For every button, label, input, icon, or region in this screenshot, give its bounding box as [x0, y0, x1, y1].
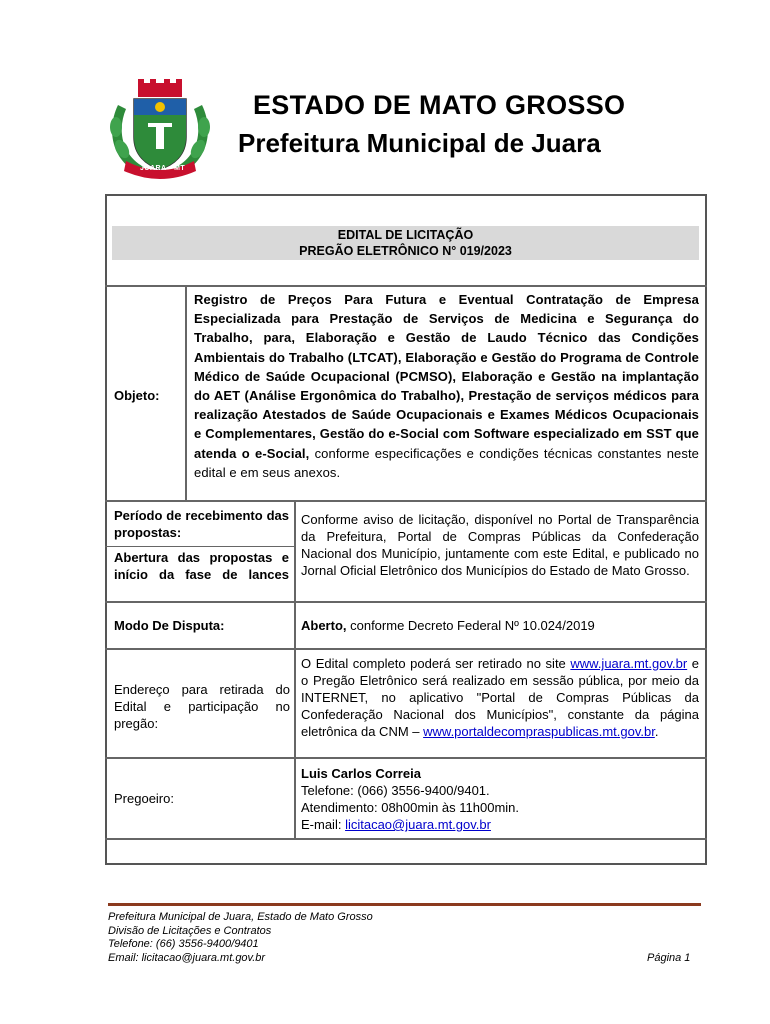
portal-compras-link[interactable]: www.portaldecompraspublicas.mt.gov.br — [423, 724, 655, 739]
juara-site-link[interactable]: www.juara.mt.gov.br — [570, 656, 688, 671]
edital-number: PREGÃO ELETRÔNICO N° 019/2023 — [299, 244, 512, 258]
footer-line-2: Divisão de Licitações e Contratos — [108, 924, 272, 937]
row-divider — [105, 500, 707, 502]
row-divider — [105, 757, 707, 759]
footer-info — [108, 911, 373, 965]
row-divider — [105, 648, 707, 650]
state-title: ESTADO DE MATO GROSSO — [253, 90, 626, 120]
objeto-label: Objeto: — [114, 388, 160, 403]
pregoeiro-email-line — [301, 816, 699, 833]
column-divider — [294, 501, 296, 838]
objeto-text — [194, 290, 699, 482]
abertura-propostas-label: Abertura das propostas e início da fase de lances — [114, 550, 289, 582]
pregoeiro-phone: Telefone: (066) 3556-9400/9401. — [301, 783, 490, 798]
pregoeiro-label: Pregoeiro: — [114, 791, 174, 806]
modo-disputa-rest: conforme Decreto Federal Nº 10.024/2019 — [346, 618, 595, 633]
row-divider — [105, 601, 707, 603]
periodo-recebimento-label: Período de recebimento das propostas: — [114, 508, 289, 540]
row-divider — [105, 546, 295, 547]
objeto-text-bold: Registro de Preços Para Futura e Eventual Contratação de Empresa Especializada para Prestação de Serviços de Medicina e Segurança do Trabalho, para, Elaboração e Gestão de Laudo Técnico das Condições Ambientais do Trabalho (LTCAT), Elaboração e Gestão do Programa de Controle Médico de Saúde Ocupacional (PCMSO), Elaboração e Gestão na implantação do AET (Análise Ergonômica do Trabalho), Prestação de serviços médicos para realização Atestados de Saúde Ocupacionais e Exames Médicos Ocupacionais e Complementares, Gestão do e-Social com Software especializado em SST que atenda o e-Social, — [194, 292, 699, 461]
periodo-text: Conforme aviso de licitação, disponível no Portal de Transparência da Prefeitura, Portal de Compras Públicas da Confederação Nacional dos Município, juntamente com este Edital, e publicado no Jornal Oficial Eletrônico dos Municípios do Estado de Mato Grosso. — [301, 512, 699, 578]
modo-disputa-bold: Aberto, — [301, 618, 347, 633]
pregoeiro-details — [301, 765, 699, 833]
municipality-title: Prefeitura Municipal de Juara — [238, 128, 601, 158]
row-divider — [105, 285, 707, 287]
footer-line-1: Prefeitura Municipal de Juara, Estado de Mato Grosso — [108, 911, 373, 923]
pregoeiro-hours: Atendimento: 08h00min às 11h00min. — [301, 800, 520, 815]
pregoeiro-name: Luis Carlos Correia — [301, 766, 421, 781]
footer-divider — [108, 903, 701, 906]
objeto-text-regular: conforme especificações e condições técnicas constantes neste edital e em seus anexos. — [194, 445, 699, 480]
pregoeiro-email-link[interactable]: licitacao@juara.mt.gov.br — [345, 817, 491, 832]
crest-banner-text: JUARA - MT — [140, 165, 186, 172]
page-number: Página 1 — [647, 952, 691, 964]
edital-title: EDITAL DE LICITAÇÃO — [337, 228, 474, 242]
endereco-text — [301, 655, 699, 740]
email-prefix: E-mail: — [301, 817, 346, 832]
column-divider — [185, 286, 187, 501]
footer-line-4: Email: licitacao@juara.mt.gov.br — [108, 951, 266, 964]
endereco-text-2: e o Pregão Eletrônico será realizado em sessão pública, por meio da INTERNET, no aplicativo "Portal de Compras Públicas da Confederação Nacional dos Municípios", constante da página eletrônica da CNM – — [301, 656, 699, 739]
endereco-text-3: . — [654, 724, 659, 739]
endereco-label: Endereço para retirada do Edital e participação no pregão: — [114, 682, 290, 731]
modo-disputa-value — [301, 617, 699, 634]
footer-line-3: Telefone: (66) 3556-9400/9401 — [108, 938, 259, 950]
endereco-text-1: O Edital completo poderá ser retirado no site — [301, 656, 571, 671]
row-divider — [105, 838, 707, 840]
modo-disputa-label: Modo De Disputa: — [114, 618, 225, 633]
